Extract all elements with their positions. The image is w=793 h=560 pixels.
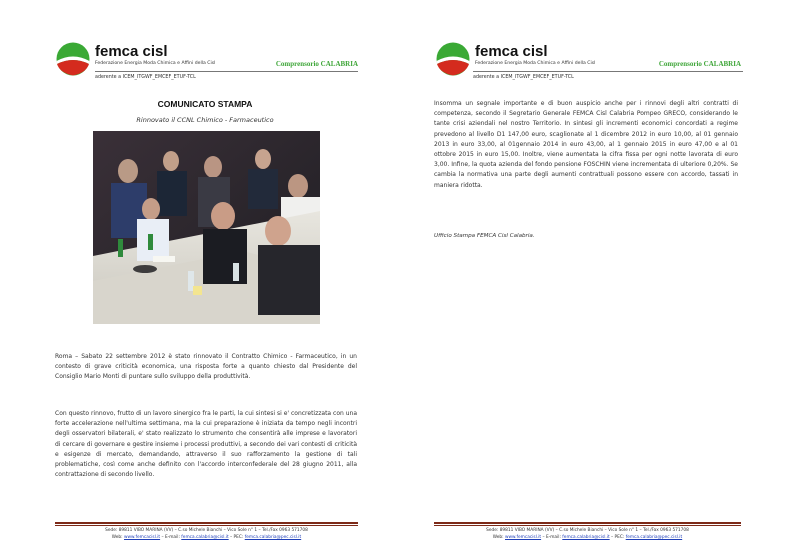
brand-name: femca cisl — [475, 43, 548, 60]
footer-contacts — [55, 535, 358, 540]
pec-link[interactable]: femca.calabria@pec.cisl.it — [244, 535, 302, 540]
adherent-text: aderente a ICEM_ITGWF_EMCEF_ETUF-TCL — [473, 75, 574, 80]
meeting-photo — [93, 131, 320, 324]
femca-logo-icon — [56, 42, 90, 76]
region-label: Comprensorio CALABRIA — [275, 60, 358, 68]
footer-contacts — [434, 535, 741, 540]
pec-label: – PEC: — [611, 535, 625, 540]
header-divider — [95, 71, 358, 72]
page-1 — [0, 0, 396, 560]
web-link[interactable]: www.femcacisl.it — [124, 535, 161, 540]
paragraph-1: Roma – Sabato 22 settembre 2012 è stato rinnovato il Contratto Chimico - Farmaceutico, in un contesto di grave criticità economica, una risposta forte a quanto chiesto dal Presidente del Consiglio Mario Monti di puntare sullo sviluppo della produttività. — [55, 353, 357, 381]
femca-logo-icon — [436, 42, 470, 76]
footer-rule — [55, 522, 358, 524]
web-label: Web: — [492, 535, 504, 540]
federation-name: Federazione Energia Moda Chimica e Affini della Cisl — [95, 61, 216, 66]
document-title: COMUNICATO STAMPA — [157, 99, 253, 109]
region-label: Comprensorio CALABRIA — [658, 60, 741, 68]
header-divider — [473, 71, 743, 72]
pec-link[interactable]: femca.calabria@pec.cisl.it — [625, 535, 683, 540]
document-subtitle: Rinnovato il CCNL Chimico - Farmaceutico — [136, 116, 274, 124]
footer-address: Sede: 89811 VIBO MARINA (VV) – C.so Michele Bianchi – Vico Sole n° 1 – Tel./Fax 0963 571708 — [105, 528, 308, 533]
footer-rule-thin — [434, 525, 741, 526]
adherent-text: aderente a ICEM_ITGWF_EMCEF_ETUF-TCL — [95, 75, 196, 80]
footer-rule-thin — [55, 525, 358, 526]
email-link[interactable]: femca.calabria@cisl.it — [562, 535, 610, 540]
signature: Ufficio Stampa FEMCA Cisl Calabria. — [434, 233, 535, 239]
web-label: Web: — [111, 535, 123, 540]
email-label: – E-mail: — [542, 535, 561, 540]
brand-name: femca cisl — [95, 43, 168, 60]
email-label: – E-mail: — [161, 535, 180, 540]
paragraph-3: Insomma un segnale importante e di buon auspicio anche per i rinnovi degli altri contratti di competenza, secondo il Segretario Generale FEMCA Cisl Calabria Pompeo GRECO, considerando le tante crisi aziendali nel nostro Territorio. In sintesi gli incrementi economici concordati a regime prevedono al livello D1 147,00 euro, scaglionate al 1 dicembre 2012 in euro 10,00, al 01 gennaio 2013 in euro 33,00, al 01gennaio 2014 in euro 43,00, al 1 gennaio 2015 in euro 47,00 e al 01 ottobre 2015 in euro 15,00. Inoltre, viene aumentata la cifra fissa per ogni notte lavorata di euro 3,00. Infine, la quota azienda del fondo pensione FOSCHIN viene incrementata di ulteriore 0,20%. Se cambia la normativa una parte degli aumenti contrattuali possono essere con accordo, tassati in maniera ridotta. — [434, 100, 738, 189]
footer-address: Sede: 89811 VIBO MARINA (VV) – C.so Michele Bianchi – Vico Sole n° 1 – Tel./Fax 0963 571708 — [486, 528, 689, 533]
footer-rule — [434, 522, 741, 524]
web-link[interactable]: www.femcacisl.it — [505, 535, 542, 540]
pec-label: – PEC: — [230, 535, 244, 540]
paragraph-2: Con questo rinnovo, frutto di un lavoro sinergico fra le parti, la cui sintesi si e' concretizzata con una forte accelerazione nell'ultima settimana, ma la cui preparazione è iniziata da tempo negli incontri degli osservatori bilaterali, e' stato realizzato lo strumento che consentirà alle imprese e lavoratori di cercare di governare e gestire insieme i processi produttivi, a secondo dei vari contesti di criticità e esigenze di mercato, demandando, attraverso il suo rafforzamento la gestione di tali problematiche, così come anche definito con l'accordo interconfederale del 28 giugno 2011, alla contrattazione di secondo livello. — [55, 410, 357, 479]
federation-name: Federazione Energia Moda Chimica e Affini della Cisl — [475, 61, 596, 66]
email-link[interactable]: femca.calabria@cisl.it — [181, 535, 229, 540]
page-2 — [397, 0, 793, 560]
